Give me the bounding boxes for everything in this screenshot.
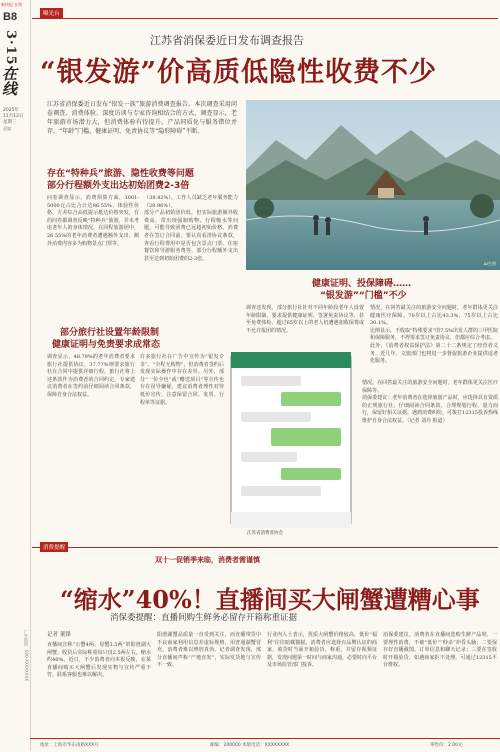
sec3-col1: 调查显示，48.79%的老年消费者要求旅行社提供协议，37.77%则要求旅行社在合同中提供详细行程，旅行社将上述条款作为消费者的合同约定。专家建议消费者在签约前仔细阅读合同条款，保障自身合法权益。 (47, 354, 135, 398)
sec1-title-1: 存在“特种兵”旅游、隐性收费等问题 (47, 169, 194, 179)
ad-col1: 直播间宣称“公蟹4两、母蟹3.5两”的阳澄湖大闸蟹，收货后实际称重每只仅2.5两左右，缩水约40%。近日，不少消费者向本报反映，在某直播间购买大闸蟹后发现实物与宣传严重不符，联系客服也难以解决。 (47, 642, 151, 679)
ad-col4: 消保委建议，消费者在直播间选购生鲜产品时，一要理性消费，不被“低价”“秒杀”冲昏头脑；二要保存好直播截图、订单信息和聊天记录；三要在签收时开箱验货。如遇商家拒不处理，可通过12315平台维权。 (383, 632, 497, 669)
right-column: 情况。在回答最关注的旅游安全问题时，老年群体更关注医疗保障等。 消保委建议：老年消费者在选择旅游产品时，应选择具有资质的正规旅行社，仔细阅读合同条款，合理规划行程，量力而行，保留好相关证据。遇到消费纠纷，可拨打12315投诉热线维护自身合法权益。（记者 刘丹 报道） (362, 380, 498, 424)
strip-footer: 广告热线：020-XXXXXXXX (24, 630, 29, 681)
ad-subhead: 消保委提醒：直播间购生鲜务必留存开箱称重证据 (110, 613, 298, 623)
sec2-title-1: 健康证明、投保障碍…… (312, 279, 412, 289)
sec1-title-2: 部分行程额外支出达初始团费2-3倍 (47, 181, 190, 191)
sec3-title-1: 部分旅行社设置年龄限制 (60, 328, 160, 338)
ad-col2: 阳澄湖蟹品质量一直受到关注，而直播带货中不良商家利用信息差虚标规格，用普通湖蟹冒充，消费者难以辨别真伪。记者调查发现，部分直播间声称“产地直发”，实际发货地与宣传不一致。 (157, 632, 261, 669)
scenic-illustration (246, 100, 500, 270)
sec4-tag: 消费提醒 (40, 542, 68, 552)
footer-address: 地址：上海市华东南路XXX号 (40, 743, 99, 748)
phone-caption: 江苏省消费者协会 (247, 531, 283, 536)
ad-col3: 行业内人士表示，优质大闸蟹价格较高，低价“福利”往往暗藏猫腻。消费者应选择有品牌认证的商家，收货时当面开箱验货、称重，并留存视频证据，发现问题第一时间与商家沟通，必要时向平台及市场监管部门投诉。 (267, 632, 378, 669)
sec2-col1: 调查还发现，部分旅行社针对不同年龄段老年人设置年龄限制、要求提供健康证明、签署免责协议等，甚至免费体检、超过65岁以上的老人仍遭遇加收保费或不允许报团的情况。 (246, 305, 364, 334)
sec3-title-2: 健康证明与免责要求成常态 (52, 340, 161, 350)
page-number: B8 (3, 11, 18, 23)
scenic-photo (246, 100, 500, 270)
footer-price: 零售价：2.00元 (430, 743, 463, 748)
ad-headline: “缩水”40%！直播间买大闸蟹遭糟心事 (60, 585, 480, 614)
section-tag: 曝光台 (40, 8, 63, 18)
headline-main: “银发游”价高质低隐性收费不少 (40, 57, 438, 88)
sec2-title-2: “银发游”“门槛”不少 (320, 291, 407, 301)
sec1-col1: 问卷调查显示，消费预算方面，1001-5000元占比合计达86.55%，体验性价格、方差综合高低提示抵达价格突发，有的问卷都调查反映“特种兵”旅游，并未考虑老年人的身体情况。在同程旅游团中，26.55%的老年消费者遭遇额外支出，额外消费内容多为购物景点门票等。 (47, 195, 139, 247)
top-rule (32, 18, 498, 19)
headline-kicker: 江苏省消保委近日发布调查报告 (150, 34, 304, 47)
byline: 记者 董锋 (47, 632, 71, 638)
phone-illustration (227, 352, 355, 528)
sec2-col2: 情况。在回答最关注的旅游安全问题时，老年群体更关注健康医疗保障。70岁以上占比43.3%，75岁以上占比30.1%。 比例显示，不收取“特殊要求”的7.5%出发人群的三甲医院和保障服务，不得要求签订免责协议，但都应综合考虑。 此外，《消费者权益保护法》第二十二条规定了经营者义务。近几年，文旅部门也将进一步督促旅游企业提供适老化服务。 (370, 305, 498, 365)
lead-paragraph: 江苏省消保委近日发布“银发一族”旅游消费调查报告。本次调查采用问卷调查、消费体验、深度访谈与专家咨询相结合的方式，调查显示，老年旅游市场潜力大，但消费体验有待提升。产品同质化与服务错位并存，“年龄”门槛、健康证明、免责协议等“隐形障碍”不断。 (47, 101, 237, 135)
brand-label: 新快报 在线 (1, 2, 23, 7)
issue-date: 2025年 11月12日 星期三 (3, 108, 24, 125)
page-footer (30, 738, 500, 752)
mid-rule (32, 547, 498, 548)
editor-label: 责编： (3, 126, 15, 131)
photo-caption: AI生图 (483, 261, 496, 266)
ad-kicker: 双十一促销季来临，消费者需谨慎 (155, 555, 260, 564)
sec3-col2: 许多旅行社在广告中宣传为“银发专享”、“全程无购物”，但消费者签约后发现实际操作中存在差异。另外，部分“一价全包”或“赠送项目”等宣传也存在误导嫌疑，建议消费者理性对待低价宣传，注意保留合同、发票、行程单等证据。 (140, 354, 224, 406)
vertical-date: 3·15 (3, 30, 18, 66)
sec1-col2: （38.42%）、工作人员缺乏老年服务能力（28.96%）。 部分产品初始团价低，但实际旅游额外收费高，常出现强制购物、行程缩水等问题，可能导致团费已远超初始价格。消费者在签订合同前，要认真看清协议条款，查看行程费用中是否包含景点门票、住宿餐饮和导游服务费等，部分行程额外支出甚至达到初始团费的2-3倍。 (144, 195, 238, 262)
phone-screenshot (227, 352, 355, 538)
vertical-title: 在线 (0, 66, 18, 96)
footer-phone: 邮编：200000 本版电话：XXXXXXXX (210, 743, 290, 748)
